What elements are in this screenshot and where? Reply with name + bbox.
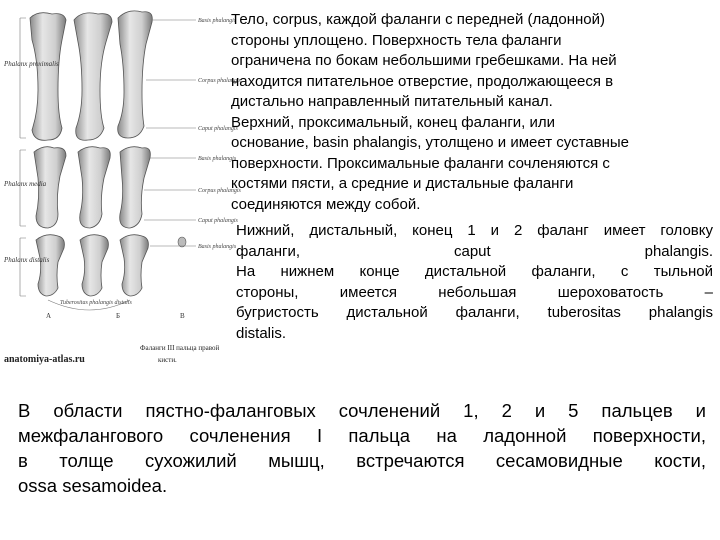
proximal-phalanx-a: [30, 13, 66, 141]
middle-phalanx-b: [78, 147, 110, 228]
label-phalanx-proximalis: Phalanx proximalis: [4, 60, 59, 68]
label-corpus-mid: Corpus phalangis: [198, 188, 241, 194]
text-line: Тело, corpus, каждой фаланги с передней (ладонной): [231, 11, 605, 28]
paragraph-sesamoid: [18, 398, 706, 498]
label-phalanx-media: Phalanx media: [4, 180, 47, 188]
paragraph-caput: [236, 221, 713, 344]
text-line: соединяются между собой.: [231, 195, 421, 213]
label-basis-top: Basis phalangis: [198, 18, 237, 24]
text-line: ограничена по бокам небольшими гребешками. На ней: [231, 52, 617, 69]
text-line: Нижний, дистальный, конец 1 и 2 фаланг имеет головку: [236, 222, 713, 239]
text-line: В области пястно-фаланговых сочленений 1, 2 и 5 пальцев и: [18, 400, 706, 421]
label-tuberositas: Tuberositas phalangis distalis: [60, 300, 132, 306]
text-line: находится питательное отверстие, продолжающееся в: [231, 72, 614, 90]
text-line: стороны уплощено. Поверхность тела фаланги: [231, 31, 562, 49]
text-line: фаланги, caput phalangis.: [236, 242, 713, 260]
label-basis-mid: Basis phalangis: [198, 156, 237, 162]
label-phalanx-distalis: Phalanx distalis: [4, 256, 50, 264]
letter-a: A: [46, 312, 52, 320]
proximal-phalanx-b: [74, 13, 112, 140]
text-line: в толще сухожилий мышц, встречаются сесамовидные кости,: [18, 450, 706, 471]
text-line: ossa sesamoidea.: [18, 475, 168, 496]
distal-phalanx-b: [80, 235, 108, 296]
label-caput-top: Caput phalangis: [198, 126, 238, 132]
text-line: костями пясти, а средние и дистальные фаланги: [231, 175, 574, 192]
text-line: На нижнем конце дистальной фаланги, с тыльной: [236, 263, 713, 280]
text-line: межфалангового сочленения I пальца на ладонной поверхности,: [18, 425, 706, 446]
middle-phalanx-c: [120, 147, 151, 228]
label-corpus-top: Corpus phalangis: [198, 78, 241, 84]
figure-caption-line2: кисти.: [158, 356, 177, 364]
distal-phalanx-c: [120, 235, 148, 296]
text-line: Верхний, проксимальный, конец фаланги, или: [231, 113, 556, 131]
letter-v: В: [180, 312, 185, 320]
paragraph-corpus-basis: [231, 10, 716, 215]
label-caput-mid: Caput phalangis: [198, 218, 238, 224]
letter-b: Б: [116, 312, 121, 320]
distal-phalanx-a: [36, 235, 64, 296]
text-line: основание, basin phalangis, утолщено и имеет суставные: [231, 134, 630, 151]
sesamoid-small: [178, 237, 186, 247]
text-line: поверхности. Проксимальные фаланги сочленяются с: [231, 154, 610, 172]
proximal-phalanx-c: [118, 11, 153, 138]
label-basis-dist: Basis phalangis: [198, 244, 237, 250]
text-line: стороны, имеется небольшая шероховатость –: [236, 283, 713, 301]
text-line: бугристость дистальной фаланги, tuberositas phalangis: [236, 304, 713, 321]
text-line: distalis.: [236, 324, 287, 342]
text-line: дистально направленный питательный канал.: [231, 93, 553, 110]
watermark: anatomiya-atlas.ru: [4, 354, 85, 365]
figure-caption-line1: Фаланги III пальца правой: [140, 344, 220, 352]
